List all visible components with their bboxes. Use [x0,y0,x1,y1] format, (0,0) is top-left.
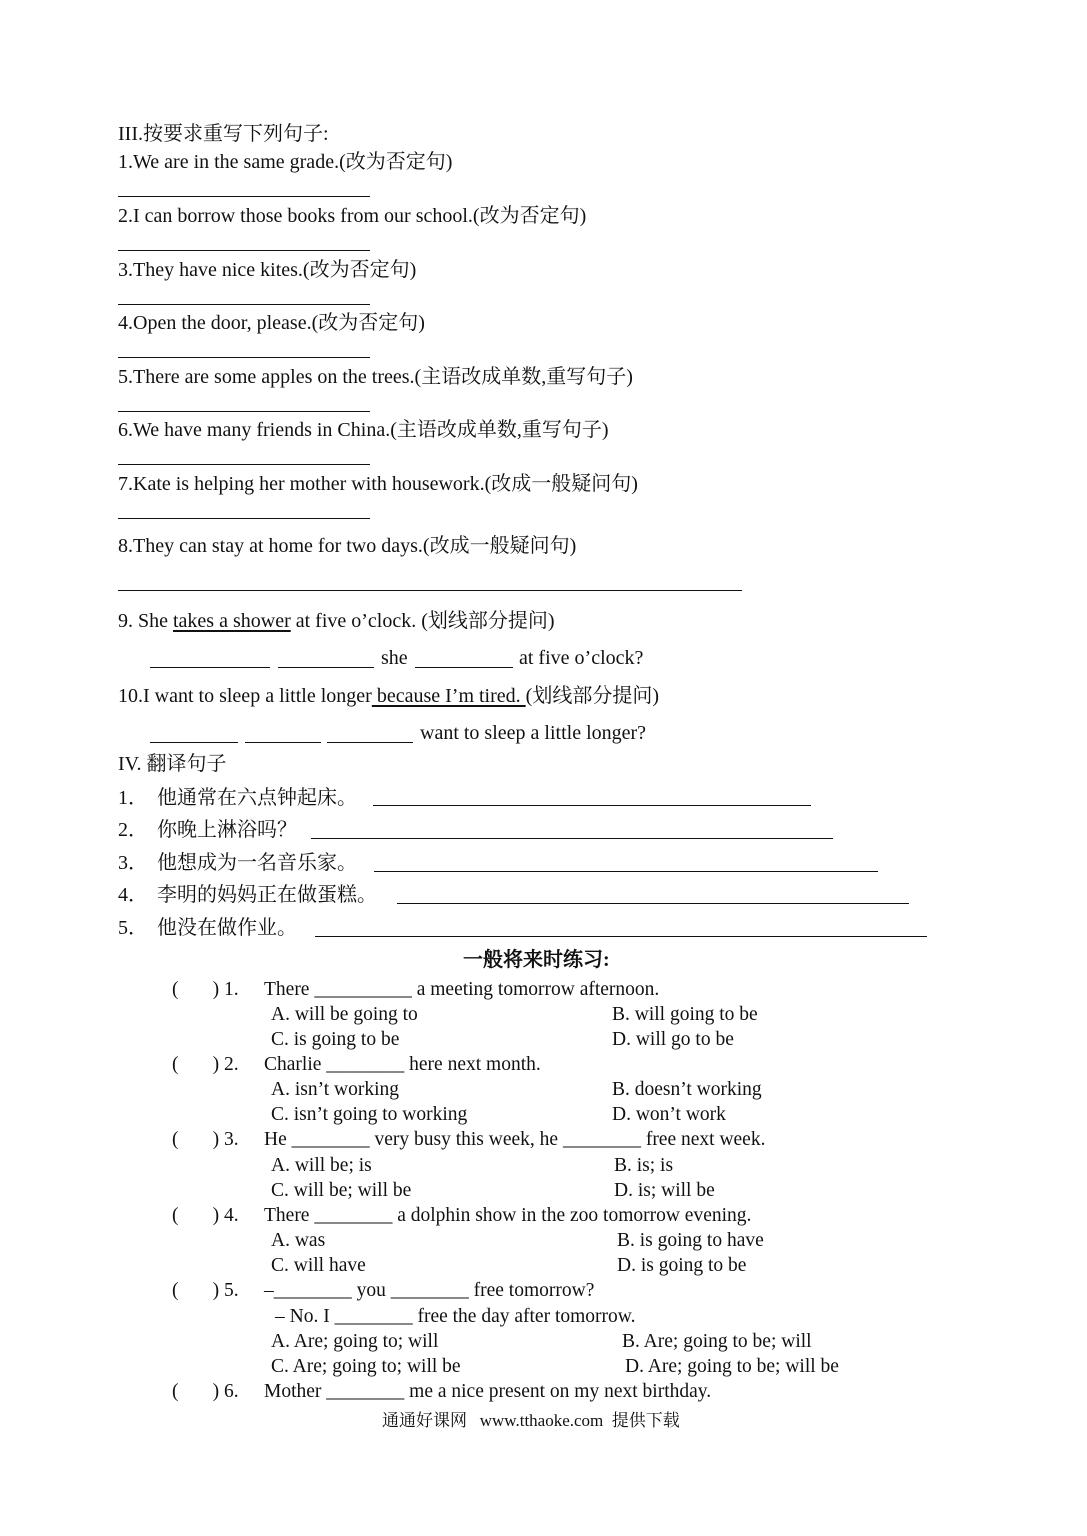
exercise-title: 一般将来时练习: [463,949,610,971]
mc-paren-6: ( ) 6. [172,1381,239,1402]
translate-num-2: 2． [118,819,148,841]
translate-text-3: 他想成为一名音乐家。 [157,852,357,874]
answer-line [373,805,811,806]
translate-num-1: 1． [118,787,148,809]
mc-option: A. will be going to [271,1004,418,1025]
mc-paren-1: ( ) 1. [172,979,239,1000]
mc-option: D. won’t work [612,1104,726,1125]
answer-line [118,304,370,305]
mc-paren-5: ( ) 5. [172,1280,239,1301]
blank-line [327,742,413,743]
question-9 [118,611,555,631]
rewrite-item-2: 2.I can borrow those books from our school.(改为否定句) [118,205,587,227]
translate-num-3: 3． [118,852,148,874]
blank-line [415,667,513,668]
mc-option: A. isn’t working [271,1079,400,1100]
mc-option: A. was [271,1230,326,1251]
mc-option: C. will have [271,1255,366,1276]
blank-line [150,667,270,668]
mc-paren-4: ( ) 4. [172,1205,239,1226]
mc-option: B. will going to be [612,1004,758,1025]
mc-paren-3: ( ) 3. [172,1129,239,1150]
mc-stem-2: Charlie ________ here next month. [264,1054,541,1075]
question-10-prefix: 10.I want to sleep a little longer [118,685,372,707]
question-9-prefix: 9. She [118,610,173,632]
mc-stem-6: Mother ________ me a nice present on my next birthday. [264,1381,712,1402]
question-10-suffix: (划线部分提问) [525,685,659,707]
question-9-suffix: at five o’clock. (划线部分提问) [290,610,555,632]
mc-stem-1: There __________ a meeting tomorrow afternoon. [264,979,660,1000]
section-4-heading: IV. 翻译句子 [118,753,227,775]
mc-option: D. will go to be [612,1029,734,1050]
page-footer: 通通好课网 www.tthaoke.com 提供下载 [382,1411,680,1430]
rewrite-item-8: 8.They can stay at home for two days.(改成一般疑问句) [118,535,577,557]
answer-line [118,250,370,251]
translate-text-1: 他通常在六点钟起床。 [157,787,357,809]
mc-option: C. isn’t going to working [271,1104,468,1125]
mc-paren-2: ( ) 2. [172,1054,239,1075]
mc-stem-3: He ________ very busy this week, he ________ free next week. [264,1129,766,1150]
mc-stem-5: –________ you ________ free tomorrow? [264,1280,595,1301]
mc-option: A. Are; going to; will [271,1331,439,1352]
mc-option: C. Are; going to; will be [271,1356,461,1377]
mc-option: B. doesn’t working [612,1079,762,1100]
translate-text-2: 你晚上淋浴吗？ [157,819,297,841]
answer-line [118,590,742,591]
mc-option: D. Are; going to be; will be [625,1356,839,1377]
mc-option: B. is; is [614,1155,674,1176]
mc-option: C. will be; will be [271,1180,412,1201]
blank-line [278,667,374,668]
rewrite-item-4: 4.Open the door, please.(改为否定句) [118,312,425,334]
answer-line [118,464,370,465]
question-10 [118,686,659,706]
blank-line [150,742,238,743]
answer-line [315,936,927,937]
rewrite-item-5: 5.There are some apples on the trees.(主语改成单数,重写句子) [118,366,633,388]
answer-line [374,871,878,872]
rewrite-item-6: 6.We have many friends in China.(主语改成单数,重写句子) [118,419,609,441]
translate-num-5: 5． [118,917,148,939]
mc-option: D. is going to be [617,1255,747,1276]
section-3-heading: III.按要求重写下列句子: [118,123,329,145]
rewrite-item-1: 1.We are in the same grade.(改为否定句) [118,151,453,173]
question-9-answer-word: she [381,647,408,669]
translate-num-4: 4． [118,884,148,906]
question-9-underlined: takes a shower [173,610,291,632]
answer-line [118,196,370,197]
answer-line [118,518,370,519]
mc-stem-5-response: – No. I ________ free the day after tomorrow. [275,1306,636,1327]
question-10-answer-tail: want to sleep a little longer? [420,722,647,744]
translate-text-5: 他没在做作业。 [157,917,297,939]
rewrite-item-3: 3.They have nice kites.(改为否定句) [118,259,417,281]
question-10-underlined: because I’m tired. [371,685,526,707]
rewrite-item-7: 7.Kate is helping her mother with housework.(改成一般疑问句) [118,473,638,495]
answer-line [118,411,370,412]
mc-option: A. will be; is [271,1155,372,1176]
mc-stem-4: There ________ a dolphin show in the zoo tomorrow evening. [264,1205,752,1226]
mc-option: C. is going to be [271,1029,400,1050]
answer-line [397,903,909,904]
question-9-answer-tail: at five o’clock? [519,647,644,669]
mc-option: D. is; will be [614,1180,715,1201]
translate-text-4: 李明的妈妈正在做蛋糕。 [157,884,377,906]
answer-line [311,838,833,839]
mc-option: B. Are; going to be; will [622,1331,812,1352]
answer-line [118,357,370,358]
blank-line [245,742,321,743]
mc-option: B. is going to have [617,1230,764,1251]
